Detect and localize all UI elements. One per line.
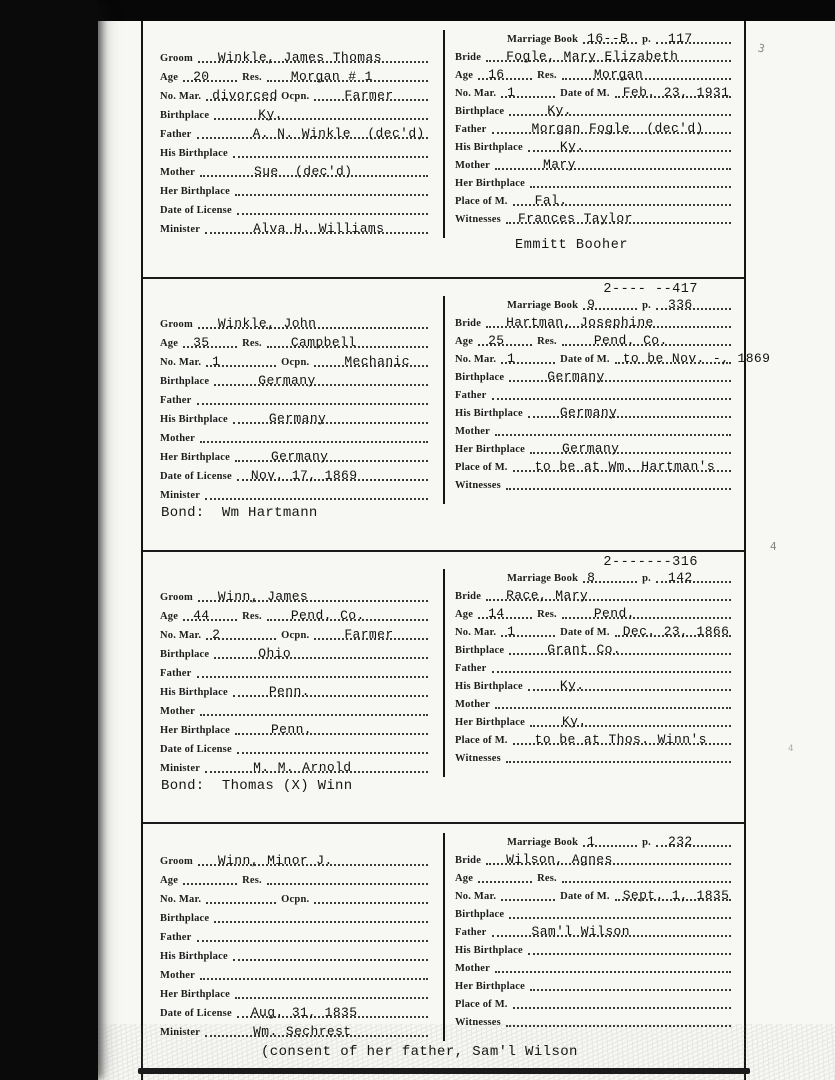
res-label: Res.: [242, 875, 262, 886]
her-birthplace-label: Her Birthplace: [455, 444, 525, 455]
her-birthplace-label: Her Birthplace: [160, 452, 230, 463]
date-of-license-label: Date of License: [160, 1008, 232, 1019]
groom-nomar-ocpn-row: [160, 86, 433, 105]
bride-age-res-row: [455, 332, 736, 350]
bride-nomar-dateofm-row: [455, 887, 736, 905]
scan-edge-top: [0, 0, 835, 21]
bride-birthplace-value: Grant Co.: [547, 642, 622, 657]
groom-age-res-row: [160, 870, 433, 889]
groom-father-row: [160, 927, 433, 946]
his-birthplace-label: His Birthplace: [160, 148, 228, 159]
bride-age-value: 25: [488, 333, 505, 348]
date-of-m-value: Sept. 1, 1835: [622, 888, 730, 903]
marriage-book-row: [455, 296, 736, 314]
bride-no-mar-value: 1: [507, 351, 516, 366]
place-of-m-label: Place of M.: [455, 462, 508, 473]
father-label: Father: [455, 124, 487, 135]
bride-his-birthplace-value: Germany: [559, 405, 618, 420]
page-label: p.: [642, 837, 652, 848]
groom-row: [160, 851, 433, 870]
marriage-book-label: Marriage Book: [507, 573, 579, 584]
witnesses-label: Witnesses: [455, 753, 501, 764]
bride-res-value: Pend.: [593, 606, 635, 621]
page-label: p.: [642, 573, 652, 584]
pencil-margin-mark: 4: [770, 540, 777, 553]
his-birthplace-label: His Birthplace: [160, 687, 228, 698]
place-of-m-label: Place of M.: [455, 999, 508, 1010]
bride-age-value: 14: [488, 606, 505, 621]
his-birthplace-label: His Birthplace: [455, 408, 523, 419]
no-mar-label: No. Mar.: [160, 630, 202, 641]
page-label: p.: [642, 34, 652, 45]
ocpn-label: Ocpn.: [281, 357, 310, 368]
date-of-m-label: Date of M.: [560, 891, 610, 902]
minister-row: [160, 758, 433, 777]
bride-father-value: Morgan Fogle (dec'd): [531, 121, 704, 136]
no-mar-label: No. Mar.: [455, 354, 497, 365]
date-of-license-label: Date of License: [160, 205, 232, 216]
groom-birthplace-value: Ohio: [258, 646, 292, 661]
father-label: Father: [160, 668, 192, 679]
birthplace-label: Birthplace: [160, 913, 210, 924]
date-of-license-label: Date of License: [160, 744, 232, 755]
groom-her-birthplace-row: [160, 984, 433, 1003]
groom-her-birthplace-row: [160, 181, 433, 200]
groom-mother-value: Sue (dec'd): [254, 164, 353, 179]
minister-label: Minister: [160, 763, 201, 774]
bride-age-res-row: [455, 869, 736, 887]
groom-res-value: Campbell: [290, 335, 357, 350]
bride-nomar-dateofm-row: [455, 350, 771, 368]
mother-label: Mother: [455, 963, 491, 974]
place-of-m-row: [455, 458, 736, 476]
bride-column: [443, 296, 771, 504]
groom-his-birthplace-row: [160, 946, 433, 965]
groom-his-birthplace-value: Germany: [268, 411, 327, 426]
bond-note: Bond: Thomas (X) Winn: [161, 778, 353, 794]
consent-note: (consent of her father, Sam'l Wilson: [261, 1044, 578, 1060]
marriage-book-value: 16--B: [587, 31, 629, 46]
bride-her-birthplace-row: [455, 174, 736, 192]
bride-name-value: Race, Mary: [506, 588, 589, 603]
minister-value: Wm. Sechrest: [253, 1024, 352, 1039]
father-label: Father: [160, 932, 192, 943]
groom-name-value: Winkle, James Thomas: [217, 50, 382, 65]
mother-label: Mother: [455, 426, 491, 437]
minister-row: [160, 485, 433, 504]
record-columns: [143, 569, 744, 777]
res-label: Res.: [537, 336, 557, 347]
page-value: 336: [668, 297, 693, 312]
minister-row: [160, 1022, 433, 1041]
bride-name-value: Wilson, Agnes: [506, 852, 613, 867]
date-of-license-row: [160, 739, 433, 758]
groom-birthplace-value: Germany: [258, 373, 316, 388]
page-value: 117: [668, 31, 693, 46]
place-of-m-row: [455, 995, 736, 1013]
groom-age-value: 44: [193, 608, 210, 623]
mother-label: Mother: [160, 167, 196, 178]
her-birthplace-label: Her Birthplace: [160, 725, 230, 736]
bride-no-mar-value: 1: [507, 85, 516, 100]
father-label: Father: [160, 395, 192, 406]
age-label: Age: [455, 609, 474, 620]
date-of-m-value: to be Nov. -, 1869: [622, 351, 771, 366]
place-of-m-row: [455, 731, 736, 749]
mother-label: Mother: [160, 433, 196, 444]
bride-his-birthplace-row: [455, 138, 736, 156]
groom-her-birthplace-value: Germany: [270, 449, 329, 464]
birthplace-label: Birthplace: [160, 649, 210, 660]
groom-mother-row: [160, 162, 433, 181]
groom-mother-row: [160, 701, 433, 720]
bride-row: [455, 851, 736, 869]
bride-age-value: 16: [488, 67, 505, 82]
birthplace-label: Birthplace: [160, 376, 210, 387]
his-birthplace-label: His Birthplace: [160, 414, 228, 425]
groom-no-mar-value: 2: [212, 627, 221, 642]
father-label: Father: [455, 927, 487, 938]
bride-his-birthplace-row: [455, 941, 736, 959]
bride-birthplace-row: [455, 641, 736, 659]
bride-her-birthplace-value: Germany: [561, 441, 620, 456]
res-label: Res.: [242, 338, 262, 349]
bride-father-row: [455, 120, 736, 138]
date-of-m-label: Date of M.: [560, 354, 610, 365]
groom-no-mar-value: divorced: [212, 88, 278, 103]
pencil-margin-mark: 4: [788, 744, 794, 754]
bride-row: [455, 587, 736, 605]
marriage-book-value: 9: [587, 297, 596, 312]
groom-his-birthplace-row: [160, 143, 433, 162]
marriage-book-row: [455, 833, 736, 851]
date-of-m-value: Dec. 23, 1866: [622, 624, 730, 639]
groom-row: [160, 314, 433, 333]
groom-label: Groom: [160, 856, 193, 867]
date-of-m-value: Feb. 23, 1931: [622, 85, 730, 100]
scan-edge-left: [0, 0, 98, 1080]
minister-label: Minister: [160, 1027, 201, 1038]
no-mar-label: No. Mar.: [160, 357, 202, 368]
no-mar-label: No. Mar.: [160, 894, 202, 905]
groom-name-value: Winn, Minor J.: [217, 853, 333, 868]
bride-label: Bride: [455, 855, 482, 866]
groom-father-row: [160, 663, 433, 682]
groom-mother-row: [160, 965, 433, 984]
marriage-record-card: [143, 824, 744, 1067]
groom-column: [143, 569, 443, 777]
marriage-book-label: Marriage Book: [507, 300, 579, 311]
bride-label: Bride: [455, 318, 482, 329]
bride-row: [455, 314, 736, 332]
place-of-m-label: Place of M.: [455, 735, 508, 746]
witnesses-value: Frances Taylor: [517, 211, 633, 226]
bride-father-value: Sam'l Wilson: [531, 924, 630, 939]
groom-res-value: Pend. Co.: [290, 608, 365, 623]
bride-no-mar-value: 1: [507, 624, 516, 639]
father-label: Father: [160, 129, 192, 140]
date-of-license-label: Date of License: [160, 471, 232, 482]
date-of-license-value: Aug. 31, 1835: [250, 1005, 358, 1020]
bride-age-res-row: [455, 66, 736, 84]
bond-note: Bond: Wm Hartmann: [161, 505, 318, 521]
bride-his-birthplace-value: Ky.: [559, 139, 585, 154]
birthplace-label: Birthplace: [455, 372, 505, 383]
her-birthplace-label: Her Birthplace: [455, 981, 525, 992]
bride-nomar-dateofm-row: [455, 84, 736, 102]
place-of-m-value: to be at Wm. Hartman's: [534, 459, 716, 474]
bride-column: [443, 833, 744, 1041]
mother-label: Mother: [160, 970, 196, 981]
groom-his-birthplace-row: [160, 409, 433, 428]
groom-birthplace-value: Ky.: [258, 107, 283, 122]
father-label: Father: [455, 390, 487, 401]
groom-father-row: [160, 390, 433, 409]
birthplace-label: Birthplace: [455, 909, 505, 920]
groom-row: [160, 587, 433, 606]
groom-nomar-ocpn-row: [160, 352, 433, 371]
page-value: 232: [668, 834, 693, 849]
no-mar-label: No. Mar.: [455, 627, 497, 638]
birthplace-label: Birthplace: [455, 645, 505, 656]
bride-column: [443, 30, 744, 238]
consent-note: [261, 254, 744, 256]
no-mar-label: No. Mar.: [455, 891, 497, 902]
bride-birthplace-row: [455, 905, 736, 923]
groom-her-birthplace-value: Penn.: [270, 722, 312, 737]
date-of-license-row: [160, 466, 433, 485]
groom-column: [143, 30, 443, 238]
bride-mother-row: [455, 156, 736, 174]
groom-age-res-row: [160, 67, 433, 86]
ocpn-label: Ocpn.: [281, 630, 310, 641]
marriage-book-row: [455, 569, 736, 587]
bride-mother-row: [455, 695, 736, 713]
marriage-book-label: Marriage Book: [507, 837, 579, 848]
res-label: Res.: [242, 611, 262, 622]
witnesses-row: [455, 749, 736, 767]
bride-his-birthplace-value: Ky.: [559, 678, 585, 693]
record-columns: [143, 30, 744, 238]
bride-his-birthplace-row: [455, 677, 736, 695]
groom-age-value: 35: [193, 335, 210, 350]
groom-his-birthplace-row: [160, 682, 433, 701]
marriage-book-row: [455, 30, 736, 48]
groom-age-res-row: [160, 333, 433, 352]
groom-nomar-ocpn-row: [160, 625, 433, 644]
date-of-license-value: Nov. 17, 1869: [250, 468, 358, 483]
mother-label: Mother: [455, 699, 491, 710]
consent-note: [261, 794, 744, 796]
his-birthplace-label: His Birthplace: [160, 951, 228, 962]
record-columns: [143, 833, 744, 1041]
her-birthplace-label: Her Birthplace: [455, 717, 525, 728]
her-birthplace-label: Her Birthplace: [455, 178, 525, 189]
his-birthplace-label: His Birthplace: [455, 681, 523, 692]
scan-edge-bottom: [138, 1068, 750, 1074]
bride-name-value: Hartman, Josephine: [506, 315, 654, 330]
bride-nomar-dateofm-row: [455, 623, 736, 641]
card-right-border: [744, 21, 746, 1080]
bride-her-birthplace-value: Ky.: [561, 714, 587, 729]
groom-birthplace-row: [160, 908, 433, 927]
page-value: 142: [668, 570, 693, 585]
groom-nomar-ocpn-row: [160, 889, 433, 908]
bride-father-row: [455, 659, 736, 677]
groom-father-row: [160, 124, 433, 143]
marriage-record-card: [143, 21, 744, 279]
minister-value: Alva H. Williams: [253, 221, 385, 236]
bride-birthplace-row: [455, 102, 736, 120]
groom-birthplace-row: [160, 371, 433, 390]
groom-column: [143, 296, 443, 504]
groom-label: Groom: [160, 53, 193, 64]
bride-father-row: [455, 386, 736, 404]
bride-mother-value: Mary: [543, 157, 576, 172]
groom-label: Groom: [160, 592, 193, 603]
groom-birthplace-row: [160, 644, 433, 663]
birthplace-label: Birthplace: [160, 110, 210, 121]
groom-her-birthplace-row: [160, 447, 433, 466]
groom-no-mar-value: 1: [212, 354, 221, 369]
marriage-book-value: 1: [587, 834, 596, 849]
age-label: Age: [160, 875, 179, 886]
groom-ocpn-value: Mechanic: [344, 354, 410, 369]
groom-mother-row: [160, 428, 433, 447]
bride-res-value: Pend. Co.: [593, 333, 668, 348]
no-mar-label: No. Mar.: [160, 91, 202, 102]
age-label: Age: [455, 70, 474, 81]
bride-her-birthplace-row: [455, 713, 736, 731]
page-label: p.: [642, 300, 652, 311]
his-birthplace-label: His Birthplace: [455, 945, 523, 956]
bride-column: [443, 569, 744, 777]
marriage-record-card: [143, 279, 771, 552]
date-of-license-row: [160, 1003, 433, 1022]
age-label: Age: [455, 336, 474, 347]
bride-birthplace-value: Ky.: [547, 103, 572, 118]
marriage-book-value: 8: [587, 570, 596, 585]
age-label: Age: [160, 338, 179, 349]
marriage-book-label: Marriage Book: [507, 34, 579, 45]
groom-ocpn-value: Farmer: [344, 627, 394, 642]
records: [143, 21, 771, 1067]
bride-age-res-row: [455, 605, 736, 623]
age-label: Age: [455, 873, 474, 884]
witnesses-row: [455, 476, 736, 494]
age-label: Age: [160, 611, 179, 622]
groom-his-birthplace-value: Penn.: [268, 684, 310, 699]
witnesses-label: Witnesses: [455, 214, 501, 225]
place-of-m-value: Fal.: [534, 193, 568, 208]
groom-age-res-row: [160, 606, 433, 625]
bride-his-birthplace-row: [455, 404, 736, 422]
witnesses-label: Witnesses: [455, 480, 501, 491]
mother-label: Mother: [160, 706, 196, 717]
her-birthplace-label: Her Birthplace: [160, 989, 230, 1000]
witnesses-row: [455, 210, 736, 228]
reference-number: 2-------316: [603, 555, 698, 570]
bride-birthplace-row: [455, 368, 736, 386]
groom-res-value: Morgan # 1: [290, 69, 373, 84]
ocpn-label: Ocpn.: [281, 894, 310, 905]
minister-label: Minister: [160, 490, 201, 501]
groom-row: [160, 48, 433, 67]
witnesses-row: [455, 1013, 736, 1031]
mother-label: Mother: [455, 160, 491, 171]
groom-label: Groom: [160, 319, 193, 330]
bride-res-value: Morgan: [593, 67, 644, 82]
bride-mother-row: [455, 422, 736, 440]
groom-father-value: A. N. Winkle (dec'd): [252, 126, 425, 141]
second-witness: Emmitt Booher: [515, 238, 629, 253]
bride-father-row: [455, 923, 736, 941]
groom-ocpn-value: Farmer: [344, 88, 394, 103]
date-of-m-label: Date of M.: [560, 627, 610, 638]
res-label: Res.: [537, 609, 557, 620]
date-of-m-label: Date of M.: [560, 88, 610, 99]
place-of-m-value: to be at Thos. Winn's: [534, 732, 707, 747]
groom-column: [143, 833, 443, 1041]
birthplace-label: Birthplace: [455, 106, 505, 117]
res-label: Res.: [537, 873, 557, 884]
bride-label: Bride: [455, 52, 482, 63]
minister-value: M. M. Arnold: [253, 760, 352, 775]
pencil-margin-mark: 3: [756, 41, 767, 56]
bride-birthplace-value: Germany: [547, 369, 605, 384]
his-birthplace-label: His Birthplace: [455, 142, 523, 153]
witnesses-label: Witnesses: [455, 1017, 501, 1028]
reference-number: 2---- --417: [603, 282, 698, 297]
place-of-m-label: Place of M.: [455, 196, 508, 207]
father-label: Father: [455, 663, 487, 674]
place-of-m-row: [455, 192, 736, 210]
groom-name-value: Winn, James: [217, 589, 309, 604]
res-label: Res.: [242, 72, 262, 83]
bride-label: Bride: [455, 591, 482, 602]
res-label: Res.: [537, 70, 557, 81]
her-birthplace-label: Her Birthplace: [160, 186, 230, 197]
bride-her-birthplace-row: [455, 440, 736, 458]
groom-age-value: 20: [193, 69, 210, 84]
groom-her-birthplace-row: [160, 720, 433, 739]
ocpn-label: Ocpn.: [281, 91, 310, 102]
bride-name-value: Fogle, Mary Elizabeth: [506, 49, 679, 64]
minister-label: Minister: [160, 224, 201, 235]
bride-mother-row: [455, 959, 736, 977]
record-columns: [143, 296, 771, 504]
marriage-record-card: [143, 552, 744, 824]
groom-birthplace-row: [160, 105, 433, 124]
groom-name-value: Winkle, John: [217, 316, 317, 331]
consent-note: [261, 521, 744, 523]
no-mar-label: No. Mar.: [455, 88, 497, 99]
date-of-license-row: [160, 200, 433, 219]
bride-her-birthplace-row: [455, 977, 736, 995]
minister-row: [160, 219, 433, 238]
age-label: Age: [160, 72, 179, 83]
bride-row: [455, 48, 736, 66]
